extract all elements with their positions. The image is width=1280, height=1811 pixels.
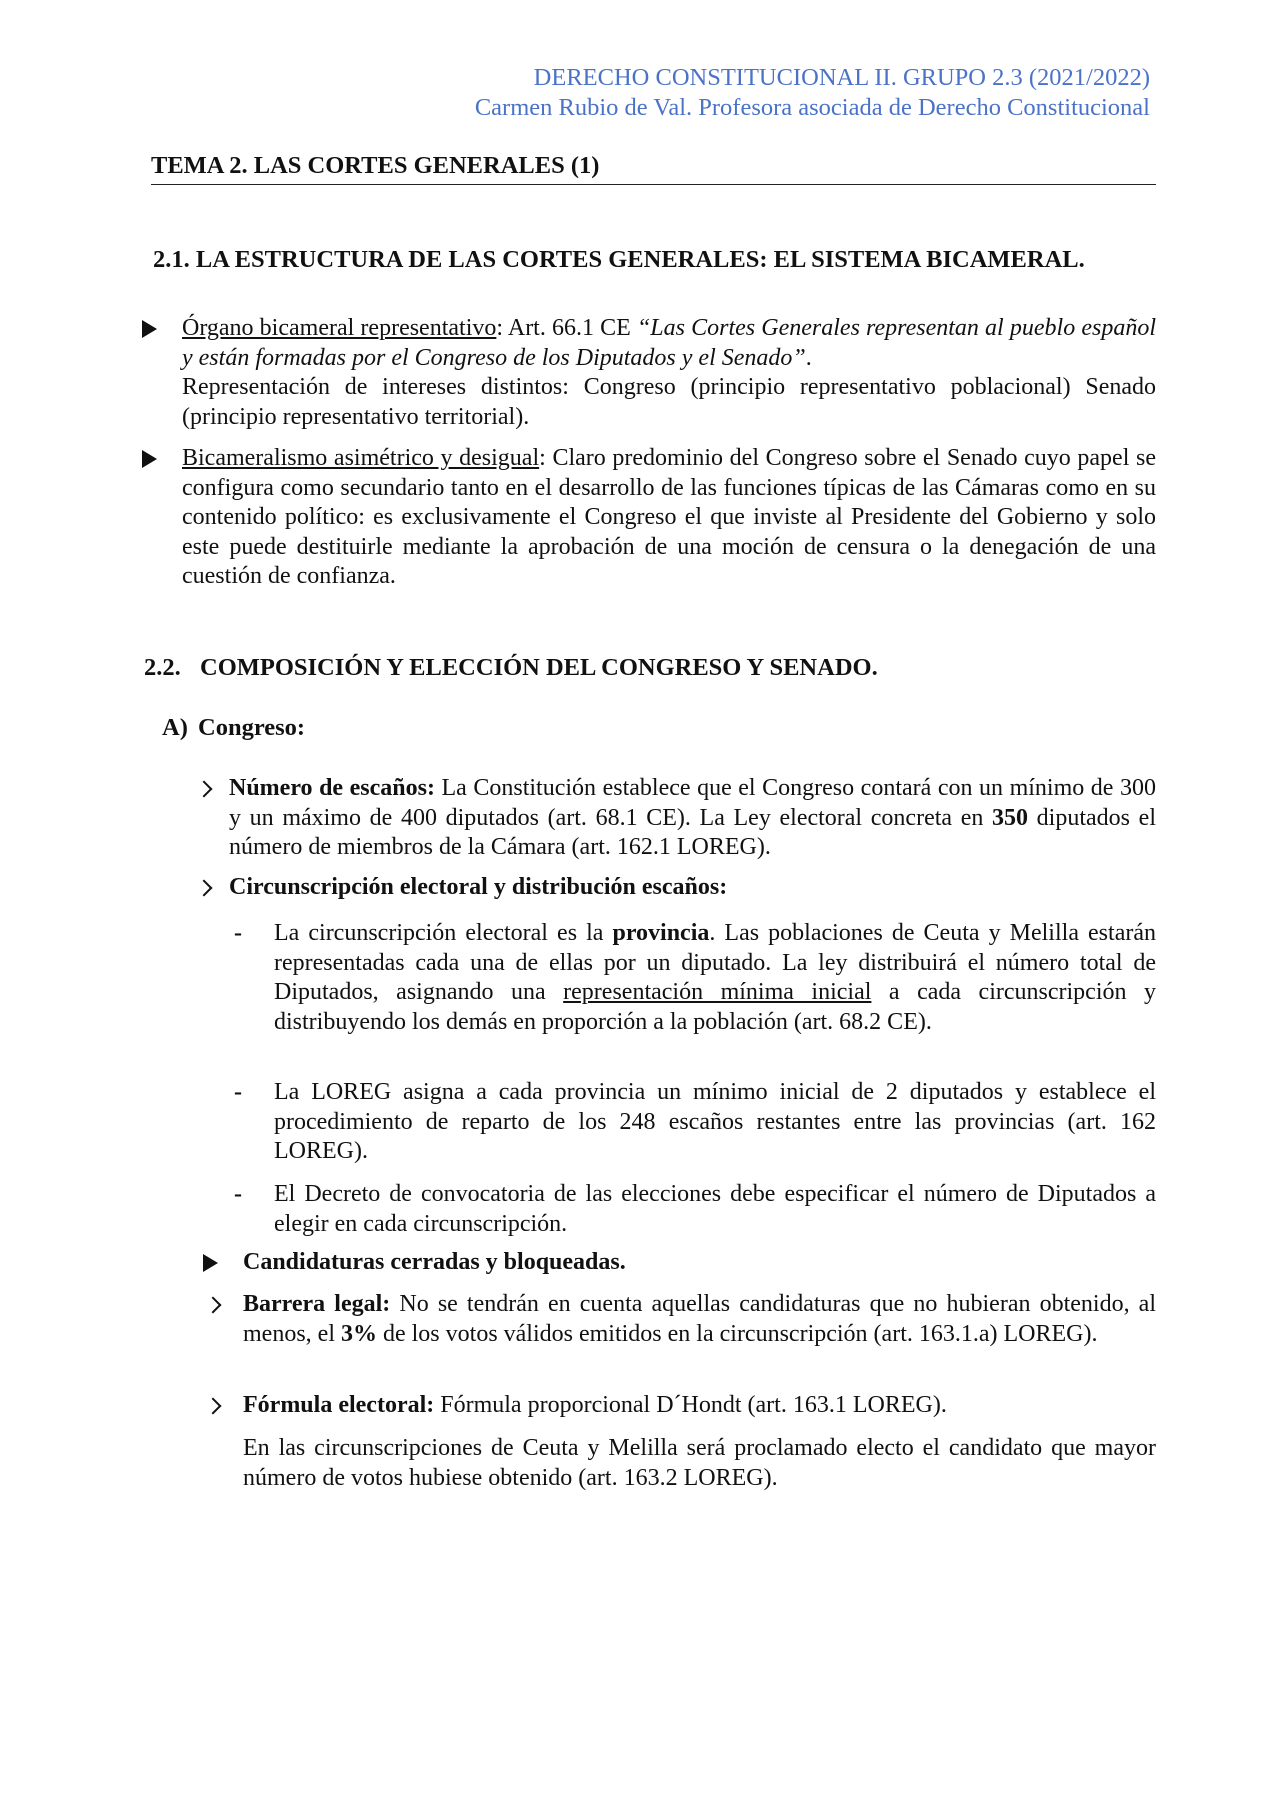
dash-item-provincia: La circunscripción electoral es la provincia. Las poblaciones de Ceuta y Melilla estarán representadas cada una de ellas por un diputado. La ley distribuirá el número total de Diputados, asignando una representación mínima inicial a cada circunscripción y distribuyendo los demás en proporción a la población (art. 68.2 CE).: [274, 920, 1156, 1035]
bullet-formula-electoral: Fórmula electoral: Fórmula proporcional D´Hondt (art. 163.1 LOREG).: [243, 1392, 947, 1418]
arrow-outline-bullet-icon: [205, 1297, 222, 1314]
dash-bullet: -: [234, 920, 242, 946]
header-course: DERECHO CONSTITUCIONAL II. GRUPO 2.3 (2021/2022): [533, 64, 1150, 91]
arrow-outline-bullet-icon: [205, 1398, 222, 1415]
arrow-bullet-icon: [142, 320, 157, 338]
dash-item-decreto: El Decreto de convocatoria de las elecciones debe especificar el número de Diputados a elegir en cada circunscripción.: [274, 1181, 1156, 1237]
arrow-outline-bullet-icon: [196, 880, 213, 897]
header-author: Carmen Rubio de Val. Profesora asociada de Derecho Constitucional: [474, 94, 1150, 121]
arrow-bullet-icon: [142, 450, 157, 468]
arrow-bullet-icon: [203, 1254, 218, 1272]
subsection-label: A): [162, 714, 188, 741]
section-2-2-number: 2.2.: [144, 654, 181, 681]
dash-item-loreg: La LOREG asigna a cada provincia un mínimo inicial de 2 diputados y establece el procedimiento de reparto de los 248 escaños restantes entre las provincias (art. 162 LOREG).: [274, 1079, 1156, 1164]
bullet-organo-bicameral: Órgano bicameral representativo: Art. 66.1 CE “Las Cortes Generales representan al pueblo español y están formadas por el Congreso de los Diputados y el Senado”.: [182, 315, 1156, 371]
dash-bullet: -: [234, 1079, 242, 1105]
bullet-barrera-legal: Barrera legal: No se tendrán en cuenta aquellas candidaturas que no hubieran obtenido, al menos, el 3% de los votos válidos emitidos en la circunscripción (art. 163.1.a) LOREG).: [243, 1291, 1156, 1347]
subsection-congreso-title: Congreso:: [198, 714, 306, 741]
arrow-outline-bullet-icon: [196, 781, 213, 798]
formula-ceuta-melilla-paragraph: En las circunscripciones de Ceuta y Melilla será proclamado electo el candidato que mayor número de votos hubiese obtenido (art. 163.2 LOREG).: [243, 1435, 1156, 1491]
bullet-candidaturas: Candidaturas cerradas y bloqueadas.: [243, 1249, 626, 1275]
bullet-numero-escanos: Número de escaños: La Constitución establece que el Congreso contará con un mínimo de 300 y un máximo de 400 diputados (art. 68.1 CE). La Ley electoral concreta en 350 diputados el número de miembros de la Cámara (art. 162.1 LOREG).: [229, 775, 1156, 860]
bullet-organo-paragraph: Representación de intereses distintos: Congreso (principio representativo poblacional) Senado (principio representativo territorial).: [182, 374, 1156, 430]
section-2-2-heading: COMPOSICIÓN Y ELECCIÓN DEL CONGRESO Y SENADO.: [200, 654, 878, 681]
topic-title: TEMA 2. LAS CORTES GENERALES (1): [151, 151, 1156, 185]
bullet-circunscripcion-heading: Circunscripción electoral y distribución escaños:: [229, 874, 728, 900]
dash-bullet: -: [234, 1181, 242, 1207]
bullet-bicameralismo: Bicameralismo asimétrico y desigual: Claro predominio del Congreso sobre el Senado cuyo papel se configura como secundario tanto en el desarrollo de las funciones típicas de las Cámaras como en su contenido político: es exclusivamente el Congreso el que inviste al Presidente del Gobierno y solo este puede destituirle mediante la aprobación de una moción de censura o la denegación de una cuestión de confianza.: [182, 445, 1156, 589]
section-2-1-heading: 2.1. LA ESTRUCTURA DE LAS CORTES GENERALES: EL SISTEMA BICAMERAL.: [153, 246, 1085, 273]
